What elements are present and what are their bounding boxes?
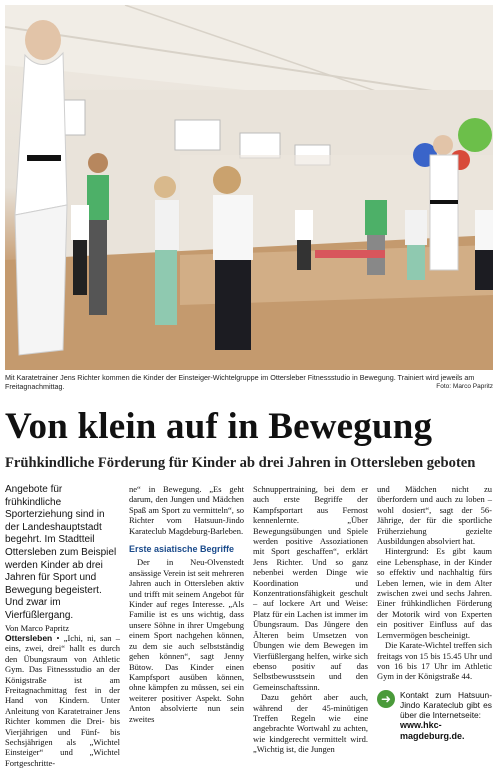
body-paragraph: Der in Neu-Olvenstedt ansässige Verein ist seit mehreren Jahren auch in Ottersleben aktiv und trifft mit seinem Angebot für Kinder auf reges Interesse. „Als Familie ist es uns wichtig, dass unsere Söhne in ihrer Umgebung einem Sport nachgehen können, zu dem sie auch selbstständig gehen können“, sagt Jenny Bütow. Das Kinder einen Kampfsport ausüben können, ohne kämpfen zu müssen, sei ein weiterer positiver Aspekt. Sohn Anton absolvierte nun sein zweites (129, 557, 244, 724)
caption-text: Mit Karatetrainer Jens Richter kommen die Kinder der Einsteiger-Wichtelgruppe im Ottersleber Fitnessstudio in Bewegung. Trainiert wird jeweils am Freitagnachmittag. (5, 373, 475, 392)
article-subhead: Frühkindliche Förderung für Kinder ab drei Jahren in Ottersleben geboten (5, 455, 476, 471)
karate-class-photo (5, 5, 493, 370)
column-2 (129, 484, 244, 724)
column-4 (377, 484, 492, 741)
article-body (5, 484, 493, 768)
contact-link[interactable]: www.hkc-magdeburg.de. (400, 720, 465, 741)
body-paragraph: ne“ in Bewegung. „Es geht darum, den Jungen und Mädchen Spaß am Sport zu vermitteln“, so Richter vom Hatsuun-Jindo Karateclub Magdeburg-Barleben. (129, 484, 244, 536)
crosshead: Erste asiatische Begriffe (129, 544, 235, 555)
article-photo (5, 5, 493, 370)
photo-caption (5, 373, 493, 391)
column-3 (253, 484, 368, 755)
body-paragraph: Die Karate-Wichtel treffen sich freitags von 15 bis 15.45 Uhr und von 16 bis 17 Uhr im Athletic Gym in der Königstraße 44. (377, 640, 492, 682)
byline: Von Marco Papritz (5, 622, 70, 633)
dateline: Ottersleben (5, 632, 53, 643)
body-paragraph: Dazu gehört aber auch, während der 45-minütigen Treffen Regeln wie eine angebrachte Wortwahl zu achten, wie kindgerecht vermittelt wird. „Wichtig ist, die Jungen (253, 692, 368, 755)
body-paragraph: und Mädchen nicht zu überfordern und auch zu loben – wohl dosiert“, sagt der 56-Jährige, der für die sportliche Früherziehung gezielte Ausbildungen absolviert hat. (377, 484, 492, 547)
article-lead: Angebote für frühkindliche Sporterziehung sind in der Landeshauptstadt begehrt. Im Stadtteil Ottersleben zum Beispiel werden Kinder ab drei Jahren für Sport und Bewegung begeistert. Und zwar im Vierfüßlergang. (5, 484, 117, 621)
column-1 (5, 484, 120, 768)
photo-credit: Foto: Marco Papritz (436, 383, 493, 391)
body-paragraph: Schnuppertraining, bei dem er auch erste Begriffe der Kampfsportart aus Fernost kennenlernte. „Über Bewegungsübungen und Spiele werden positive Assoziationen mit Sport geschaffen“, erklärt Jens Richter. Und so ganz nebenbei werden Dinge wie Koordination und Konzentrationsfähigkeit geschult – auf lockere Art und Weise: Platz für ein Lachen ist immer im Übungsraum. Das Jüngere den Älteren beim Umsetzen von Übungen wie dem Bewegen im Vierfüßlergang helfen, wirke sich ebenso positiv auf das Selbstbewusstsein und den Gemeinschaftssinn. (253, 484, 368, 692)
contact-text: Kontakt zum Hatsuun-Jindo Karateclub gibt es über die Internetseite: (400, 689, 492, 721)
body-paragraph: Hintergrund: Es gibt kaum eine Lebensphase, in der Kinder so effektiv und nachhaltig fürs Leben lernen, wie in dem Alter zwischen zwei und sechs Jahren. Einer frühkindlichen Förderung der Motorik wird von Experten ein positiver Einfluss auf das Lernvermögen bescheinigt. (377, 546, 492, 640)
contact-box (377, 690, 492, 741)
body-text: • „Ichi, ni, san – eins, zwei, drei“ hallt es durch den Übungsraum von Athletic Gym. Das Fitnessstudio an der Königstraße ist am Freitagnachmittag fest in der Hand von Kindern. Unter Anleitung von Karatetrainer Jens Richter kommen die Drei- bis Vierjährigen und Fünf- bis Sechsjährigen als „Wichtel Einsteiger“ und „Wichtel Fortgeschritte- (5, 632, 121, 768)
arrow-right-icon: ➜ (377, 690, 395, 708)
article-headline: Von klein auf in Bewegung (5, 406, 433, 447)
